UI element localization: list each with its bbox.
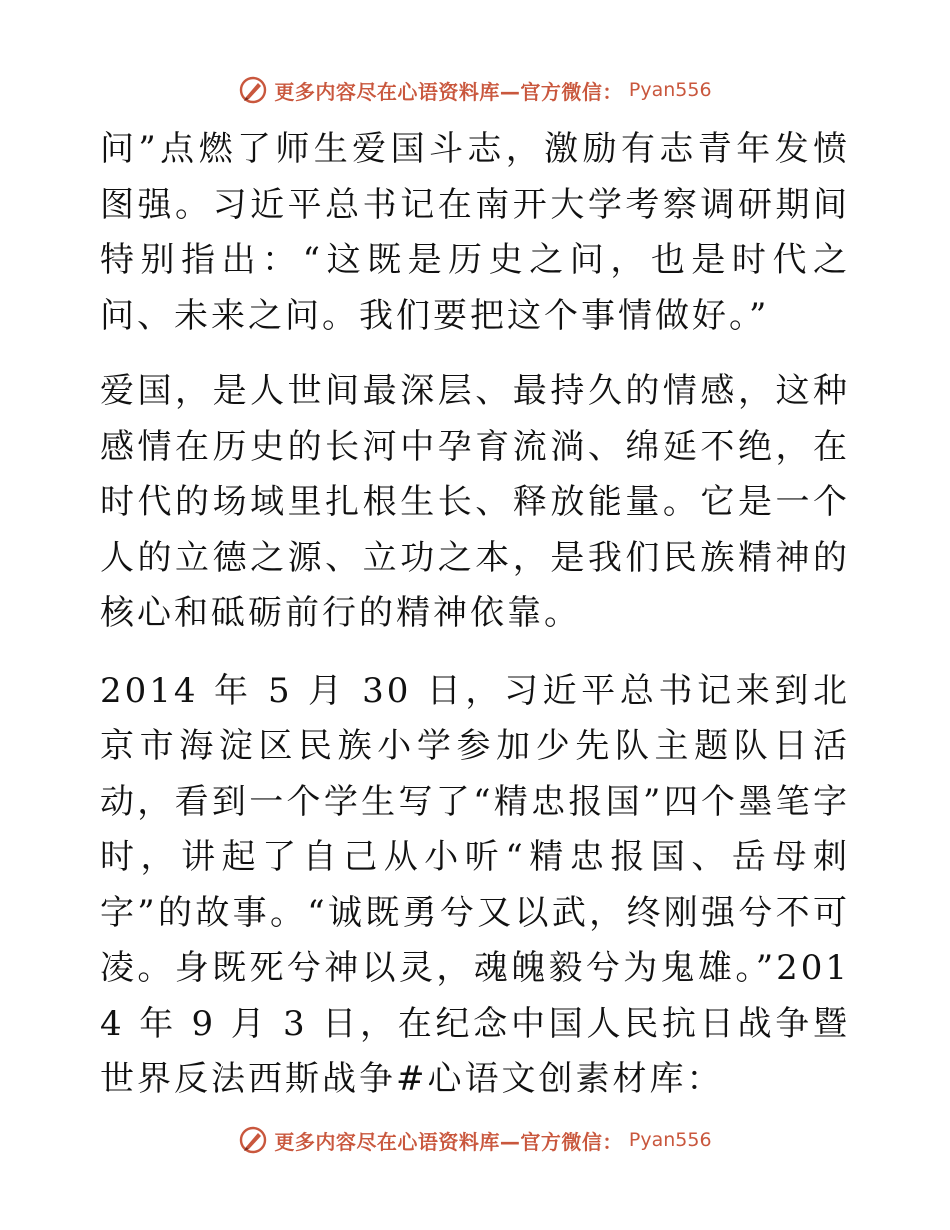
watermark-account: Pyan556 — [628, 79, 712, 101]
document-body — [100, 122, 850, 1130]
pen-logo-icon — [238, 75, 268, 105]
pen-logo-icon — [238, 1125, 268, 1155]
paragraph-1: 问”点燃了师生爱国斗志，激励有志青年发愤图强。习近平总书记在南开大学考察调研期间特别指出：“这既是历史之问，也是时代之问、未来之问。我们要把这个事情做好。” — [100, 129, 850, 336]
watermark-text: 更多内容尽在心语资料库—官方微信： — [274, 1129, 623, 1154]
header-watermark — [0, 72, 950, 108]
paragraph-3: 2014 年 5 月 30 日，习近平总书记来到北京市海淀区民族小学参加少先队主题队日活动，看到一个学生写了“精忠报国”四个墨笔字时，讲起了自己从小听“精忠报国、岳母刺字”的故事。“诚既勇兮又以武，终刚强兮不可凌。身既死兮神以灵，魂魄毅兮为鬼雄。”2014 年 9 月 3 日，在纪念中国人民抗日战争暨世界反法西斯战争#心语文创素材库： — [100, 670, 850, 1099]
paragraph-2: 爱国，是人世间最深层、最持久的情感，这种感情在历史的长河中孕育流淌、绵延不绝，在时代的场域里扎根生长、释放能量。它是一个人的立德之源、立功之本，是我们民族精神的核心和砥砺前行的精神依靠。 — [100, 371, 850, 633]
footer-watermark — [0, 1122, 950, 1158]
watermark-account: Pyan556 — [628, 1129, 712, 1151]
watermark-text: 更多内容尽在心语资料库—官方微信： — [274, 79, 623, 104]
